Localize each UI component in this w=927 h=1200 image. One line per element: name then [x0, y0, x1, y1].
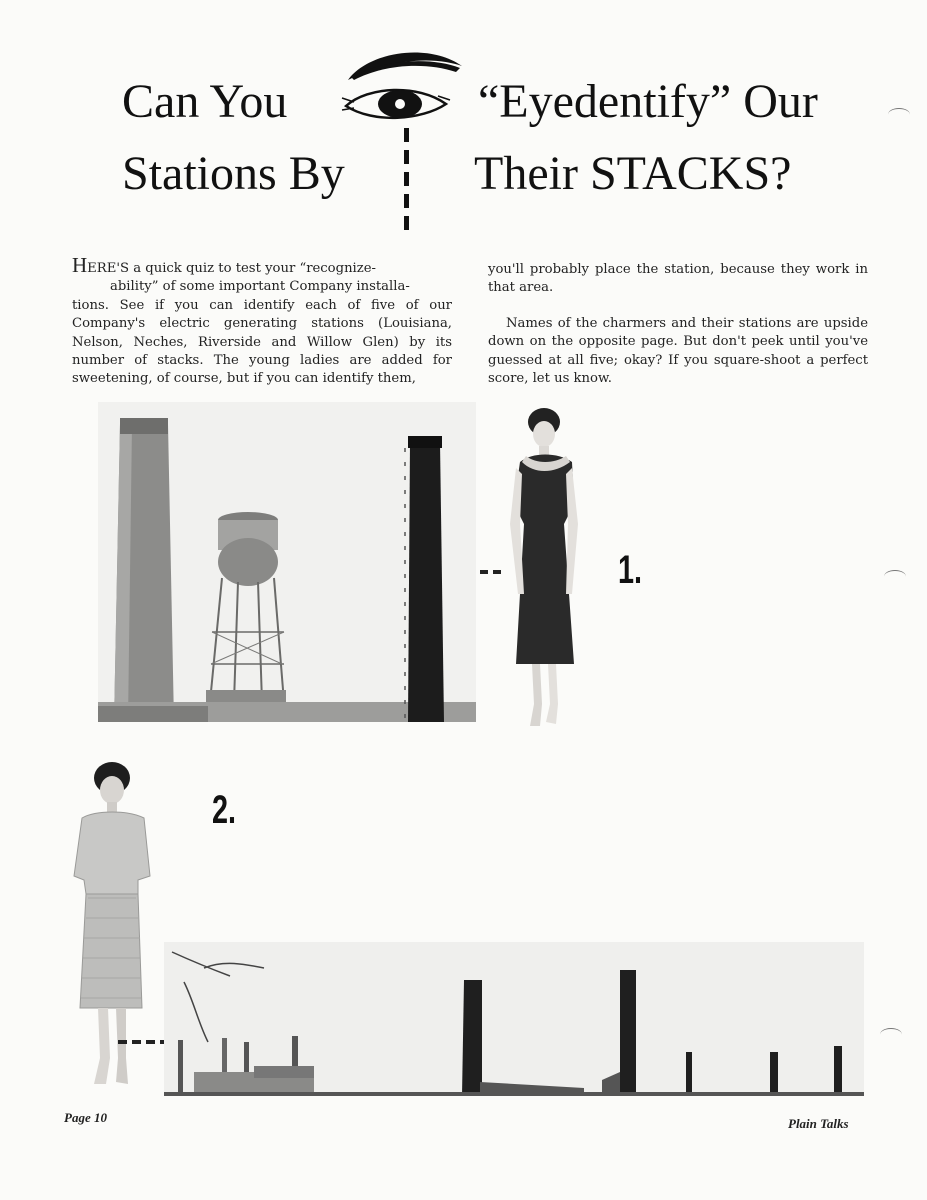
headline-right-line2: Their STACKS? [474, 147, 792, 200]
publication-name: Plain Talks [788, 1116, 849, 1131]
station-photo-1 [98, 402, 476, 722]
page-number: Page 10 [64, 1110, 107, 1125]
intro-column-1 [72, 253, 452, 389]
dropcap: H [72, 253, 88, 277]
connector-dash-1 [480, 570, 506, 574]
headline-right-line1: “Eyedentify” Our [478, 75, 818, 128]
punch-mark [888, 108, 910, 121]
headline-left-line2: Stations By [122, 147, 345, 200]
intro-col2-para2: Names of the charmers and their stations are upside down on the opposite page. But don't peek until you've guessed at all five; okay? If you square-shoot a perfect score, let us know. [488, 315, 868, 387]
punch-mark [884, 570, 906, 583]
quiz-number-1: 1. [618, 548, 643, 592]
quiz-number-2: 2. [212, 788, 237, 832]
intro-second-line: ability” of some important Company installa- [110, 279, 410, 295]
intro-column-2 [488, 261, 868, 388]
punch-mark [880, 1028, 902, 1041]
eye-icon [338, 44, 468, 244]
intro-col2-para1: you'll probably place the station, because they work in that area. [488, 262, 868, 296]
intro-first-line: ERE'S a quick quiz to test your “recognize- [87, 261, 376, 276]
headline-left-line1: Can You [122, 75, 288, 128]
intro-body: tions. See if you can identify each of five of our Company's electric generating stations (Louisiana, Nelson, Neches, Riverside and Willow Glen) by its number of stacks. The young ladies are added for sweetening, of course, but if you can identify them, [72, 297, 452, 387]
portrait-1 [502, 404, 586, 732]
connector-dash-2 [118, 1040, 166, 1044]
station-photo-2 [164, 942, 864, 1096]
